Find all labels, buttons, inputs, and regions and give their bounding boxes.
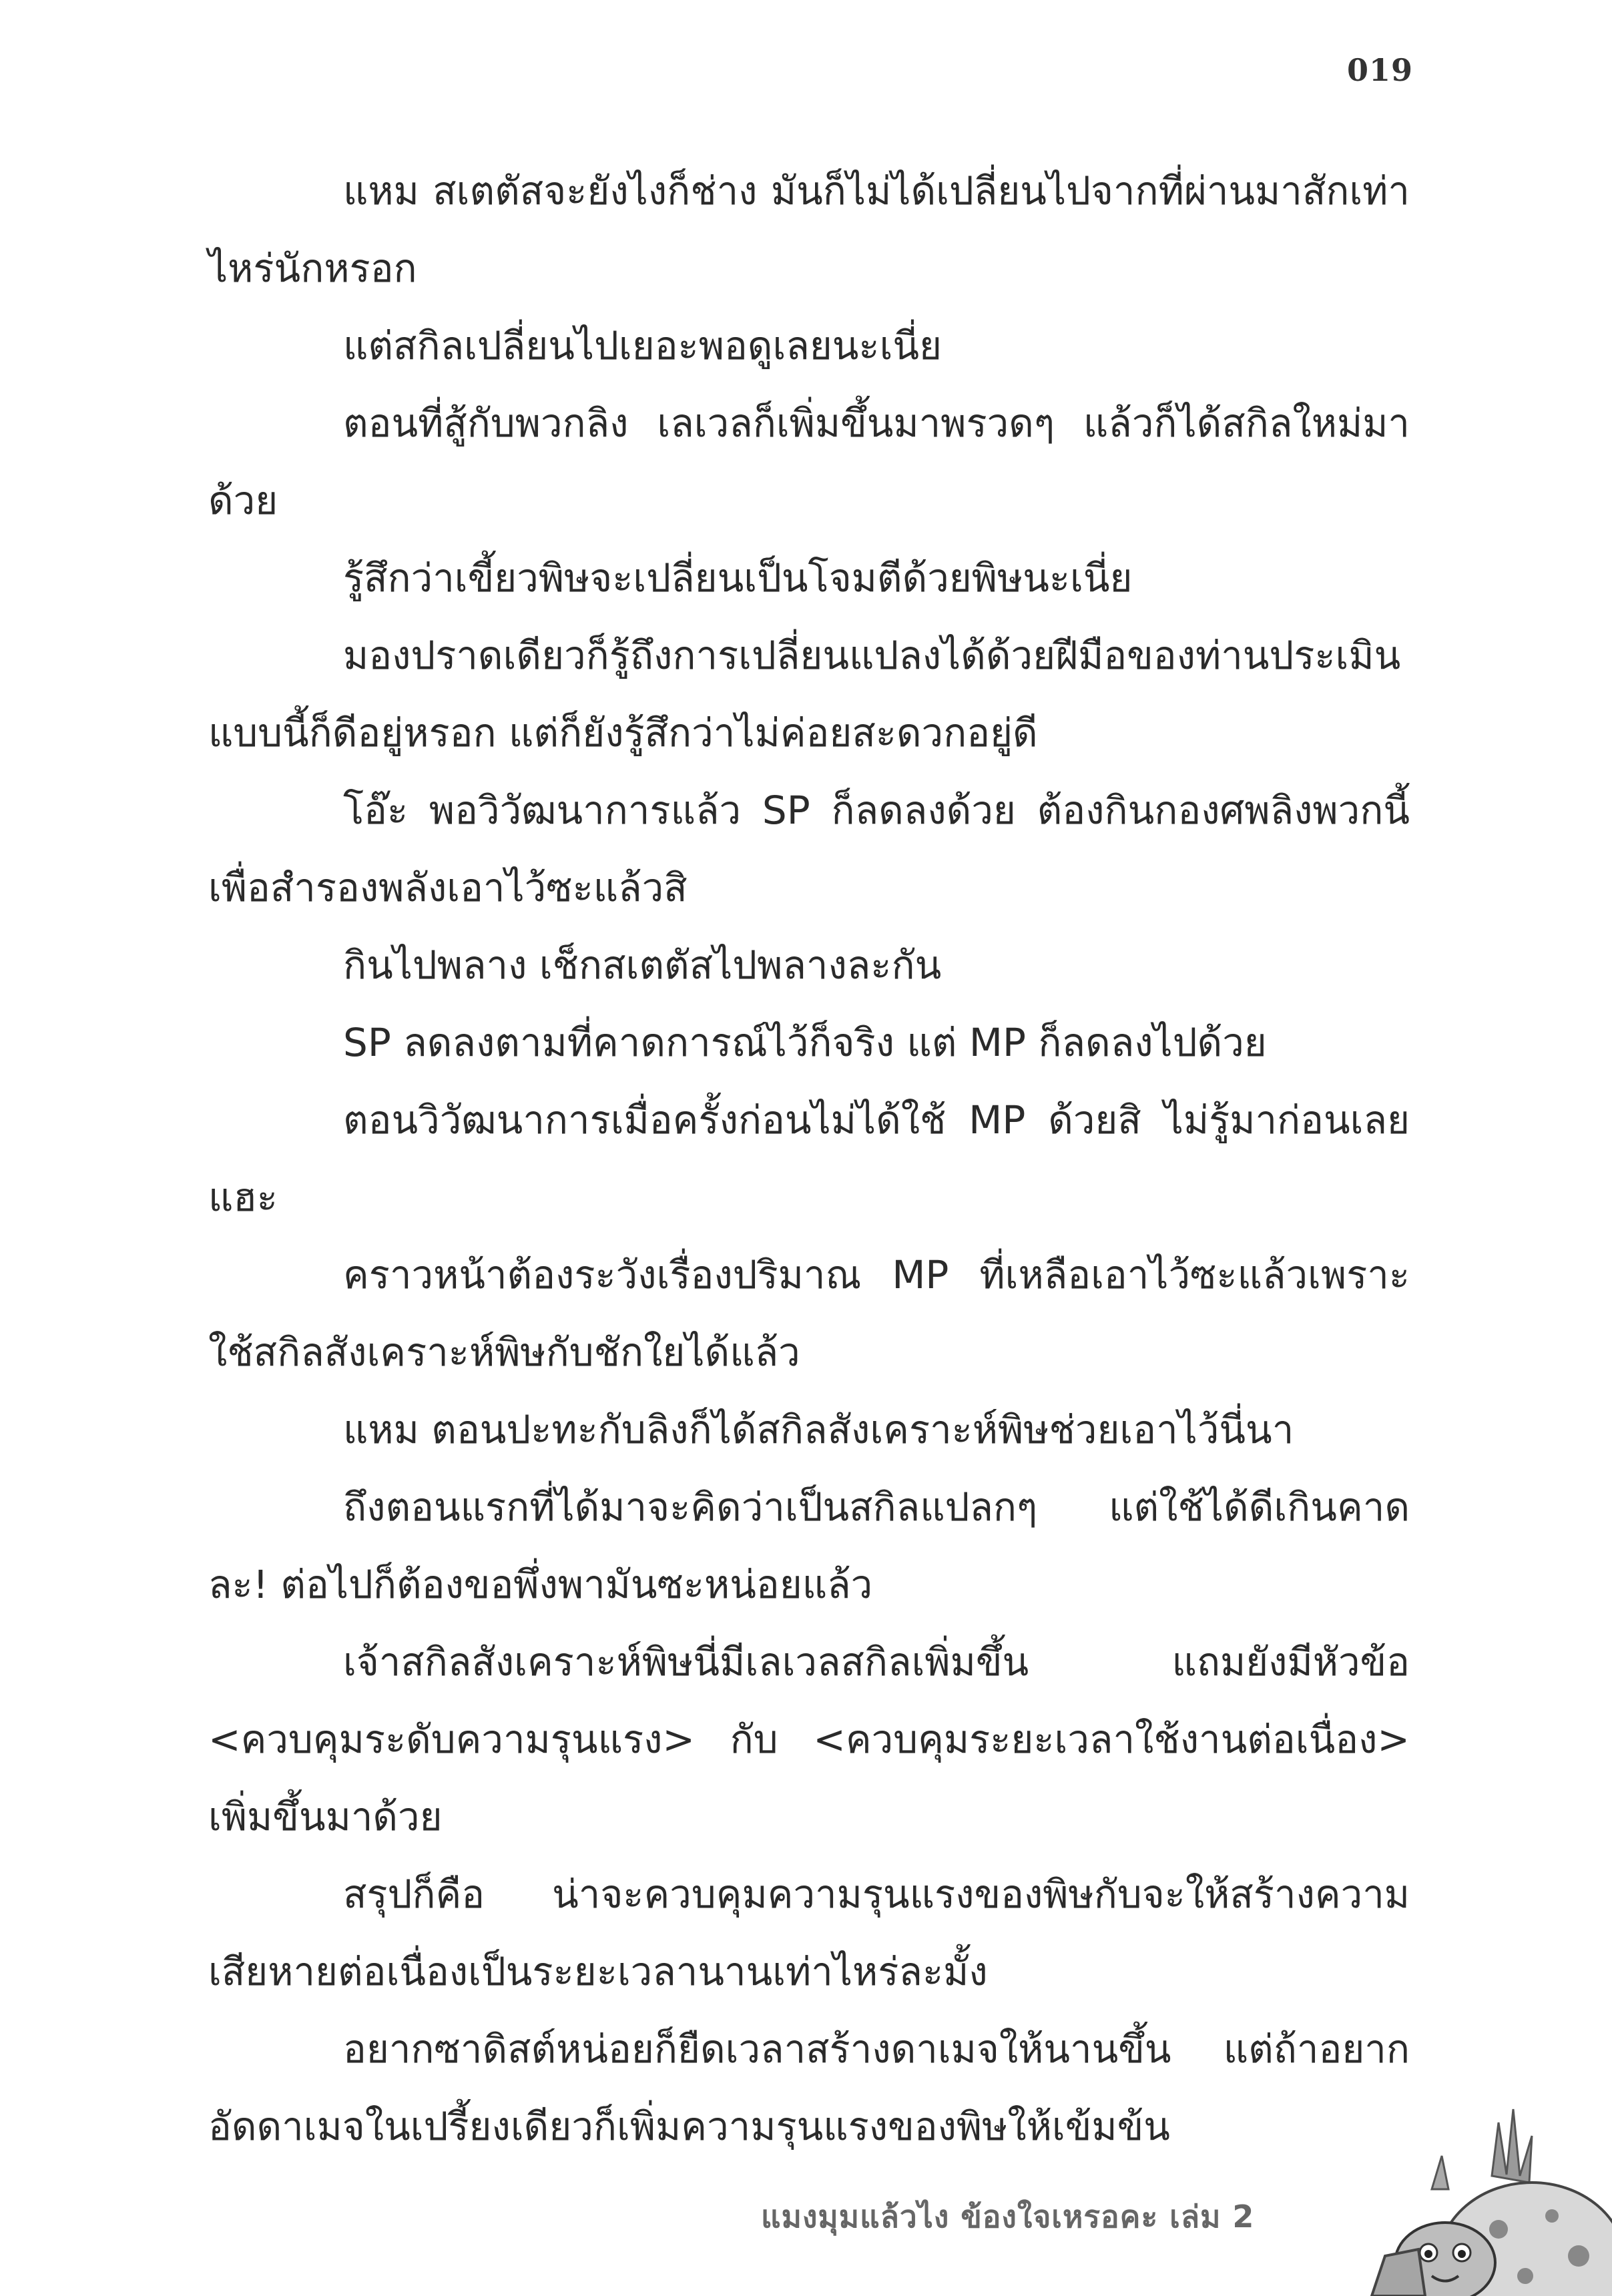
- paragraph: มองปราดเดียวก็รู้ถึงการเปลี่ยนแปลงได้ด้วยฝีมือของท่านประเมินแบบนี้ก็ดีอยู่หรอก แต่ก็ยังรู้สึกว่าไม่ค่อยสะดวกอยู่ดี: [208, 633, 1401, 756]
- paragraph: แหม สเตตัสจะยังไงก็ช่าง มันก็ไม่ได้เปลี่ยนไปจากที่ผ่านมาสักเท่าไหร่นักหรอก: [208, 168, 1410, 291]
- paragraph: เจ้าสกิลสังเคราะห์พิษนี่มีเลเวลสกิลเพิ่มขึ้น แถมยังมีหัวข้อ <ควบคุมระดับความรุนแรง> กับ <ควบคุมระยะเวลาใช้งานต่อเนื่อง> เพิ่มขึ้นมาด้วย: [208, 1639, 1410, 1839]
- paragraph: อยากซาดิสต์หน่อยก็ยืดเวลาสร้างดาเมจให้นานขึ้น แต่ถ้าอยากอัดดาเมจในเปรี้ยงเดียวก็เพิ่มความรุนแรงของพิษให้เข้มข้น: [208, 2026, 1410, 2149]
- paragraph: SP ลดลงตามที่คาดการณ์ไว้ก็จริง แต่ MP ก็ลดลงไปด้วย: [343, 1020, 1267, 1065]
- paragraph: โอ๊ะ พอวิวัฒนาการแล้ว SP ก็ลดลงด้วย ต้องกินกองศพลิงพวกนี้เพื่อสำรองพลังเอาไว้ซะแล้วสิ: [208, 788, 1410, 910]
- paragraph: แหม ตอนปะทะกับลิงก็ได้สกิลสังเคราะห์พิษช่วยเอาไว้นี่นา: [343, 1407, 1294, 1452]
- paragraph: คราวหน้าต้องระวังเรื่องปริมาณ MP ที่เหลือเอาไว้ซะแล้วเพราะใช้สกิลสังเคราะห์พิษกับชักใยได้แล้ว: [208, 1252, 1410, 1375]
- paragraph: แต่สกิลเปลี่ยนไปเยอะพอดูเลยนะเนี่ย: [343, 323, 943, 368]
- page-number: 019: [1346, 52, 1413, 88]
- paragraph: ถึงตอนแรกที่ได้มาจะคิดว่าเป็นสกิลแปลกๆ แต่ใช้ได้ดีเกินคาดละ! ต่อไปก็ต้องขอพึ่งพามันซะหน่อยแล้ว: [208, 1484, 1410, 1607]
- body-text: [208, 152, 1410, 2165]
- mascot-illustration-icon: [1332, 2096, 1612, 2296]
- paragraph: ตอนวิวัฒนาการเมื่อครั้งก่อนไม่ได้ใช้ MP ด้วยสิ ไม่รู้มาก่อนเลยแฮะ: [208, 1097, 1410, 1220]
- paragraph: รู้สึกว่าเขี้ยวพิษจะเปลี่ยนเป็นโจมตีด้วยพิษนะเนี่ย: [343, 555, 1133, 601]
- footer-book-title: แมงมุมแล้วไง ข้องใจเหรอคะ เล่ม 2: [761, 2199, 1255, 2235]
- paragraph: กินไปพลาง เช็กสเตตัสไปพลางละกัน: [343, 942, 942, 988]
- paragraph: สรุปก็คือ น่าจะควบคุมความรุนแรงของพิษกับจะให้สร้างความเสียหายต่อเนื่องเป็นระยะเวลานานเท่าไหร่ละมั้ง: [208, 1872, 1410, 1994]
- paragraph: ตอนที่สู้กับพวกลิง เลเวลก็เพิ่มขึ้นมาพรวดๆ แล้วก็ได้สกิลใหม่มาด้วย: [208, 400, 1410, 523]
